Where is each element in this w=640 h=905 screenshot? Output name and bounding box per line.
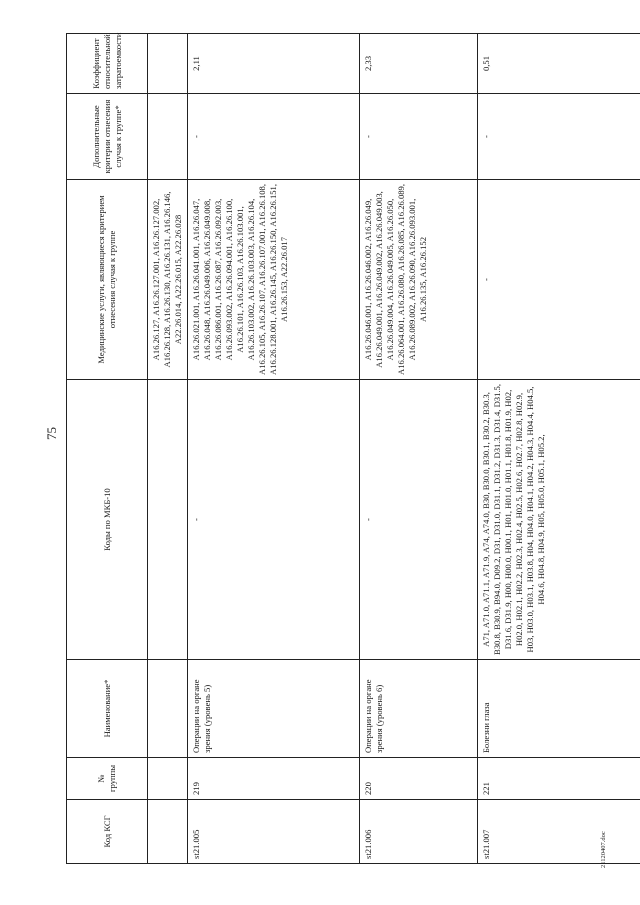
header-code: Код КСГ (67, 800, 148, 864)
cell-group-number: 219 (188, 758, 360, 800)
header-medical-services: Медицинские услуги, являющиеся критерием отнесения случая к группе (67, 180, 148, 380)
table-row (478, 34, 640, 864)
table-row (188, 34, 360, 864)
cell-additional-criteria: - (188, 94, 360, 180)
cell-medical-services: A16.26.046.001, A16.26.046.002, A16.26.049, A16.26.049.001, A16.26.049.002, A16.26.049.003, A16.26.049.004, A16.26.049.005, A16.26.050, A16.26.064.001, A16.26.080, A16.26.085, A16.26.089, A16.26.089.002, A16.26.090, A16.26.093.001, A16.26.135, A16.26.152 (360, 180, 478, 380)
cell-name: Операции на органе зрения (уровень 6) (360, 660, 478, 758)
table-row (360, 34, 478, 864)
ksg-table (66, 33, 640, 864)
cell-group-number (148, 758, 188, 800)
cell-name: Операции на органе зрения (уровень 5) (188, 660, 360, 758)
cell-name: Болезни глаза (478, 660, 640, 758)
cell-medical-services: A16.26.127, A16.26.127.001, A16.26.127.002, A16.26.128, A16.26.130, A16.26.131, A16.26.146, A22.26.014, A22.26.015, A22.26.028 (148, 180, 188, 380)
cell-icd-codes (148, 380, 188, 660)
header-cost-coefficient: Коэффициент относительной затратоемкости (67, 34, 148, 94)
cell-group-number: 220 (360, 758, 478, 800)
cell-group-number: 221 (478, 758, 640, 800)
header-group-number: № группы (67, 758, 148, 800)
cell-icd-codes: A71, A71.0, A71.1, A71.9, A74, A74.0, B30, B30.0, B30.1, B30.2, B30.3, B30.8, B30.9, B94.0, D09.2, D31, D31.0, D31.1, D31.2, D31.3, D31.4, D31.5, D31.6, D31.9, H00, H00.0, H00.1, H01, H01.0, H01.1, H01.8, H01.9, H02, H02.0, H02.1, H02.2, H02.3, H02.4, H02.5, H02.6, H02.7, H02.8, H02.9, H03, H03.0, H03.1, H03.8, H04, H04.0, H04.1, H04.2, H04.3, H04.4, H04.5, H04.6, H04.8, H04.9, H05, H05.0, H05.1, H05.2, (478, 380, 640, 660)
cell-icd-codes: - (188, 380, 360, 660)
cell-code: st21.005 (188, 800, 360, 864)
table-row (148, 34, 188, 864)
cell-name (148, 660, 188, 758)
document-filename: 21120407.doc (600, 831, 607, 868)
table-header-row (67, 34, 148, 864)
cell-cost-coefficient: 2,33 (360, 34, 478, 94)
cell-cost-coefficient: 0,51 (478, 34, 640, 94)
cell-cost-coefficient (148, 34, 188, 94)
cell-medical-services: A16.26.021.001, A16.26.041.001, A16.26.047, A16.26.048, A16.26.049.006, A16.26.049.008, A16.26.086.001, A16.26.087, A16.26.092.003, A16.26.093.002, A16.26.094.001, A16.26.100, A16.26.101, A16.26.103, A16.26.103.001, A16.26.103.002, A16.26.103.003, A16.26.104, A16.26.105, A16.26.107, A16.26.107.001, A16.26.108, A16.26.128.001, A16.26.145, A16.26.150, A16.26.151, A16.26.153, A22.26.017 (188, 180, 360, 380)
page-number: 75 (44, 427, 59, 440)
cell-medical-services: - (478, 180, 640, 380)
ksg-table-container (66, 34, 610, 864)
header-name: Наименование* (67, 660, 148, 758)
cell-code (148, 800, 188, 864)
cell-code: st21.007 (478, 800, 640, 864)
cell-icd-codes: - (360, 380, 478, 660)
cell-code: st21.006 (360, 800, 478, 864)
header-icd-codes: Коды по МКБ-10 (67, 380, 148, 660)
cell-additional-criteria: - (478, 94, 640, 180)
cell-additional-criteria: - (360, 94, 478, 180)
cell-additional-criteria (148, 94, 188, 180)
cell-cost-coefficient: 2,11 (188, 34, 360, 94)
header-additional-criteria: Дополнительные критерии отнесения случая к группе* (67, 94, 148, 180)
